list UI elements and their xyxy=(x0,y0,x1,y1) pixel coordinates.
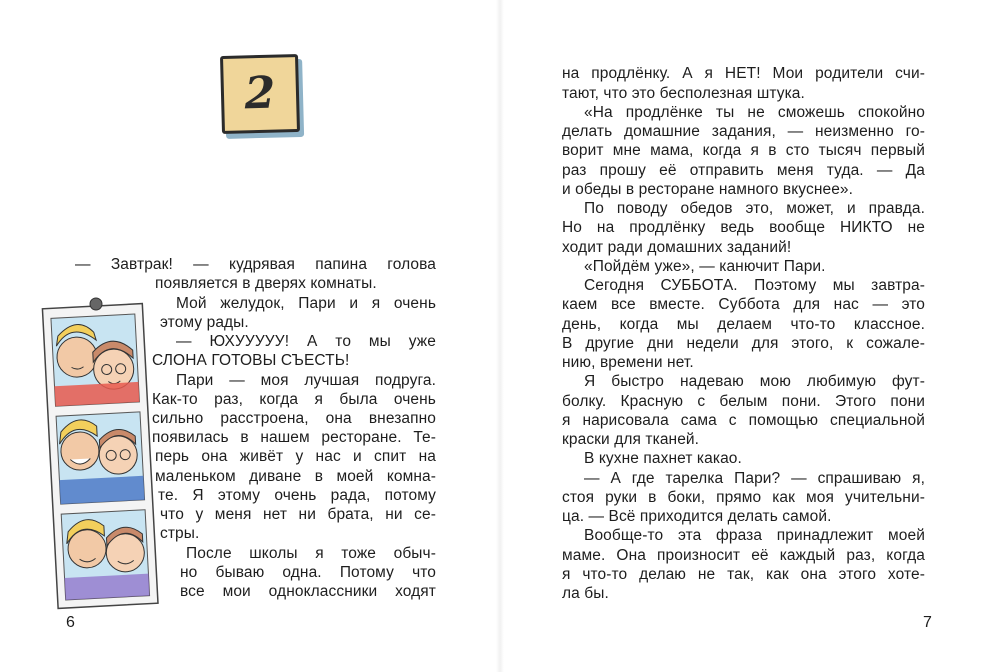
text-line: — А где тарелка Пари? — спрашиваю я, xyxy=(584,470,925,487)
text-line: Сегодня СУББОТА. Поэтому мы завтра- xyxy=(584,277,925,294)
text-line: сильно расстроена, она внезапно xyxy=(152,410,436,427)
text-line: ца. — Всё приходится делать самой. xyxy=(562,508,832,525)
text-line: ла бы. xyxy=(562,585,609,602)
text-line: «Пойдём уже», — канючит Пари. xyxy=(584,258,826,275)
text-line: ходит ради домашних заданий! xyxy=(562,239,792,256)
text-line: появляется в дверях комнаты. xyxy=(155,275,377,292)
text-line: перь она живёт у нас и спит на xyxy=(155,448,436,465)
text-line: раз прошу её отправить меня туда. — Да xyxy=(562,162,925,179)
text-line: Мой желудок, Пари и я очень xyxy=(176,295,436,312)
page-number-left: 6 xyxy=(66,614,75,631)
text-line: тают, что это бесполезная штука. xyxy=(562,85,805,102)
text-line: — ЮХУУУУУ! А то мы уже xyxy=(176,333,436,350)
text-line: каем все вместе. Суббота для нас — это xyxy=(562,296,925,313)
text-line: что у меня нет ни брата, ни се- xyxy=(160,506,436,523)
text-line: После школы я тоже обыч- xyxy=(186,545,436,562)
text-line: По поводу обедов это, может, и правда. xyxy=(584,200,925,217)
text-line: — Завтрак! — кудрявая папина голова xyxy=(75,256,436,273)
text-line: Как-то раз, когда я была очень xyxy=(152,391,436,408)
text-line: и обеды в ресторане намного вкуснее». xyxy=(562,181,854,198)
text-line: на продлёнку. А я НЕТ! Мои родители счи- xyxy=(562,65,925,82)
chapter-number: 2 xyxy=(244,67,276,120)
text-line: маме. Она произносит её каждый раз, когда xyxy=(562,547,925,564)
text-line: маленьком диване в моей комна- xyxy=(155,468,436,485)
chapter-badge xyxy=(220,54,300,134)
text-line: болку. Красную с белым пони. Этого пони xyxy=(562,393,925,410)
text-line: нию, времени нет. xyxy=(562,354,694,371)
text-line: В кухне пахнет какао. xyxy=(584,450,742,467)
text-line: стоя руки в боки, прямо как моя учительни- xyxy=(562,489,925,506)
text-line: появилась в нашем ресторане. Те- xyxy=(152,429,436,446)
text-line: я нарисовала сама с помощью специальной xyxy=(562,412,925,429)
right-page xyxy=(500,0,1000,672)
text-line: Я быстро надеваю мою любимую фут- xyxy=(584,373,925,390)
text-line: делать домашние задания, — неизменно го- xyxy=(562,123,925,140)
text-line: СЛОНА ГОТОВЫ СЪЕСТЬ! xyxy=(152,352,350,369)
text-line: ворит мне мама, когда я в сто тысяч первый xyxy=(562,142,925,159)
text-line: но бываю одна. Потому что xyxy=(180,564,436,581)
text-line: «На продлёнке ты не сможешь спокойно xyxy=(584,104,925,121)
text-line: я что-то делаю не так, как она этого хоте- xyxy=(562,566,925,583)
page-number-right: 7 xyxy=(923,614,932,631)
text-line: Пари — моя лучшая подруга. xyxy=(176,372,436,389)
text-line: краски для тканей. xyxy=(562,431,700,448)
text-line: все мои одноклассники ходят xyxy=(180,583,436,600)
text-line: В другие дни недели для этого, к сожале- xyxy=(562,335,925,352)
text-line: Но на продлёнку ведь вообще НИКТО не xyxy=(562,219,925,236)
text-line: Вообще-то эта фраза принадлежит моей xyxy=(584,527,925,544)
text-line: этому рады. xyxy=(160,314,249,331)
text-line: те. Я этому очень рада, потому xyxy=(158,487,436,504)
photo-strip-illustration xyxy=(38,292,163,614)
text-line: день, когда мы делаем что-то классное. xyxy=(562,316,925,333)
text-line: стры. xyxy=(160,525,200,542)
